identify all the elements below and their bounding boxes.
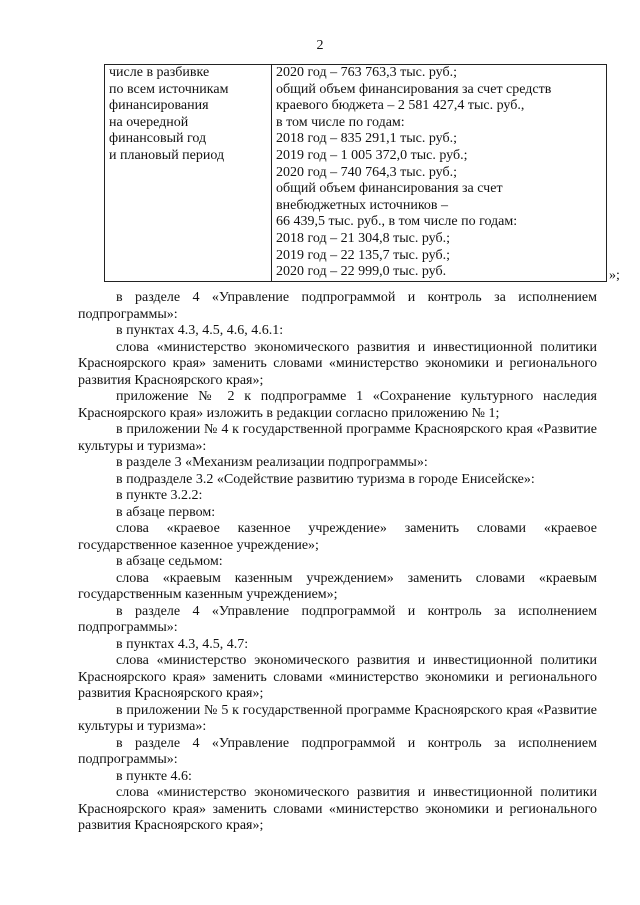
paragraph: слова «министерство экономического развития и инвестиционной политики Красноярского края» заменить словами «министерство экономики и регионального развития Красноярского края»;	[78, 653, 597, 701]
table-value-line: 2018 год – 835 291,1 тыс. руб.;	[276, 131, 457, 147]
paragraph: в разделе 4 «Управление подпрограммой и контроль за исполнением подпрограммы»:	[78, 735, 597, 767]
paragraph: в пункте 4.6:	[116, 768, 192, 784]
table-value-line: 2019 год – 1 005 372,0 тыс. руб.;	[276, 147, 468, 163]
financing-table	[104, 64, 607, 282]
table-value-line: 66 439,5 тыс. руб., в том числе по годам:	[276, 214, 518, 230]
table-label-line: на очередной	[109, 114, 189, 130]
paragraph: в абзаце седьмом:	[116, 554, 223, 569]
paragraph: слова «министерство экономического развития и инвестиционной политики Красноярского края» заменить словами «министерство экономики и регионального развития Красноярского края»;	[78, 785, 597, 833]
table-value-line: краевого бюджета – 2 581 427,4 тыс. руб.,	[276, 98, 525, 114]
paragraph: слова «министерство экономического развития и инвестиционной политики Красноярского края» заменить словами «министерство экономики и регионального развития Красноярского края»;	[78, 339, 597, 388]
paragraph: в пунктах 4.3, 4.5, 4.6, 4.6.1:	[116, 323, 284, 338]
table-value-line: 2019 год – 22 135,7 тыс. руб.;	[276, 247, 450, 263]
paragraph: в приложении № 4 к государственной программе Красноярского края «Развитие культуры и туризма»:	[78, 422, 597, 454]
paragraph: слова «краевое казенное учреждение» заменить словами «краевое государственное казенное учреждение»;	[78, 521, 597, 553]
paragraph: в пунктах 4.3, 4.5, 4.7:	[116, 636, 249, 652]
paragraph: в разделе 3 «Механизм реализации подпрограммы»:	[116, 455, 428, 470]
paragraph: в абзаце первом:	[116, 504, 216, 520]
table-value-line: общий объем финансирования за счет	[276, 181, 503, 197]
paragraph: в пункте 3.2.2:	[116, 488, 203, 503]
table-cell-label	[105, 65, 272, 282]
table-value-line: в том числе по годам:	[276, 114, 405, 130]
table-label-line: финансирования	[109, 98, 209, 114]
table-cell-values	[272, 65, 607, 282]
table-label-line: числе в разбивке	[109, 65, 210, 80]
page-number: 2	[316, 38, 324, 53]
table-value-line: внебюджетных источников –	[276, 197, 449, 213]
table-row	[105, 65, 607, 282]
table-label-line: финансовый год	[109, 131, 207, 147]
paragraph: в разделе 4 «Управление подпрограммой и контроль за исполнением подпрограммы»:	[78, 603, 597, 635]
table-value-line: 2020 год – 22 999,0 тыс. руб.	[276, 264, 447, 280]
paragraph: в разделе 4 «Управление подпрограммой и контроль за исполнением подпрограммы»:	[78, 290, 597, 322]
paragraph: в приложении № 5 к государственной программе Красноярского края «Развитие культуры и туризма»:	[78, 702, 597, 734]
table-label-line: и плановый период	[109, 147, 225, 163]
table-value-line: 2020 год – 740 764,3 тыс. руб.;	[276, 164, 457, 180]
table-value-line: общий объем финансирования за счет средств	[276, 81, 552, 97]
table-value-line: 2020 год – 763 763,3 тыс. руб.;	[276, 65, 457, 80]
paragraph: в подразделе 3.2 «Содействие развитию туризма в городе Енисейске»:	[116, 471, 535, 487]
table-closing-quote: »;	[609, 268, 620, 283]
paragraph: слова «краевым казенным учреждением» заменить словами «краевым государственным казенным учреждением»;	[78, 570, 597, 602]
table-value-line: 2018 год – 21 304,8 тыс. руб.;	[276, 230, 450, 246]
table-label-line: по всем источникам	[109, 81, 229, 97]
document-body	[78, 290, 597, 835]
paragraph: приложение № 2 к подпрограмме 1 «Сохранение культурного наследия Красноярского края» изложить в редакции согласно приложению № 1;	[78, 389, 597, 421]
